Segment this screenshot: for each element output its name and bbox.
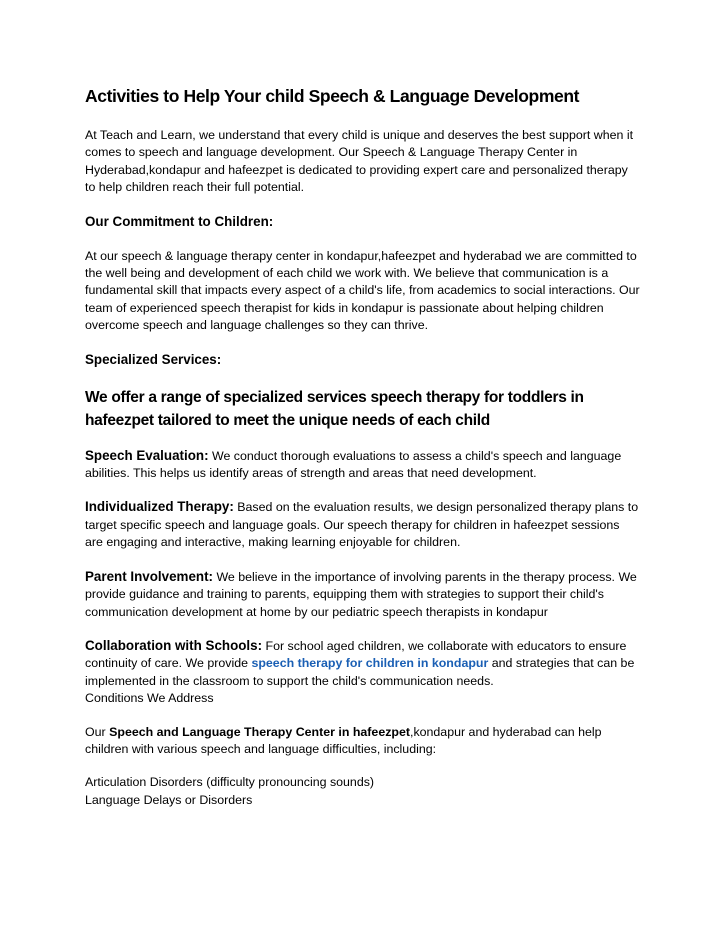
document-content (85, 84, 640, 809)
service-text: and strategies that can be implemented in the classroom to support the child's communication needs. (85, 656, 635, 688)
service-label: Parent Involvement: (85, 568, 213, 584)
service-text: We conduct thorough evaluations to assess a child's speech and language abilities. This helps us identify areas of strength and areas that need development. (85, 448, 622, 481)
service-item-speech-evaluation (85, 447, 640, 483)
service-text: For school aged children, we collaborate with educators to ensure continuity of care. We provide (85, 638, 627, 671)
intro-paragraph: At Teach and Learn, we understand that every child is unique and deserves the best support when it comes to speech and language development. Our Speech & Language Therapy Center in Hyderabad,kondapur and hafeezpet is dedicated to providing expert care and personalized therapy to help children reach their full potential. (85, 128, 634, 195)
service-item-collaboration (85, 637, 640, 690)
condition-item: Language Delays or Disorders (85, 792, 253, 807)
service-text: Based on the evaluation results, we design personalized therapy plans to target specific speech and language goals. Our speech therapy for children in hafeezpet sessions are engaging and interactive, making learning enjoyable for children. (85, 500, 639, 550)
service-label: Individualized Therapy: (85, 499, 234, 515)
center-rest: ,kondapur and hyderabad can help children with various speech and language difficulties, including: (85, 724, 602, 756)
center-paragraph (85, 724, 640, 759)
condition-item: Articulation Disorders (difficulty pronouncing sounds) (85, 775, 375, 790)
service-label: Speech Evaluation: (85, 447, 209, 463)
center-bold: Speech and Language Therapy Center in hafeezpet (109, 724, 410, 739)
commitment-heading: Our Commitment to Children: (85, 213, 274, 229)
commitment-paragraph: At our speech & language therapy center in kondapur,hafeezpet and hyderabad we are committed to the well being and development of each child we work with. We believe that communication is a fundamental skill that impacts every aspect of a child's life, from academics to social interactions. Our team of experienced speech therapist for kids in kondapur is passionate about helping children overcome speech and language challenges so they can thrive. (85, 248, 640, 333)
service-item-individualized-therapy (85, 498, 640, 551)
services-subheading: We offer a range of specialized services speech therapy for toddlers in hafeezpet tailored to meet the unique needs of each child (85, 388, 584, 429)
conditions-heading: Conditions We Address (85, 691, 214, 706)
services-heading: Specialized Services: (85, 351, 222, 367)
speech-therapy-kondapur-link[interactable]: speech therapy for children in kondapur (251, 656, 489, 671)
service-text: We believe in the importance of involving parents in the therapy process. We provide guidance and training to parents, equipping them with strategies to support their child's communication development at home by our pediatric speech therapists in kondapur (85, 569, 637, 619)
page-title: Activities to Help Your child Speech & Language Development (85, 86, 580, 106)
center-prefix: Our (85, 724, 110, 739)
service-label: Collaboration with Schools: (85, 637, 263, 653)
service-item-parent-involvement (85, 568, 640, 621)
